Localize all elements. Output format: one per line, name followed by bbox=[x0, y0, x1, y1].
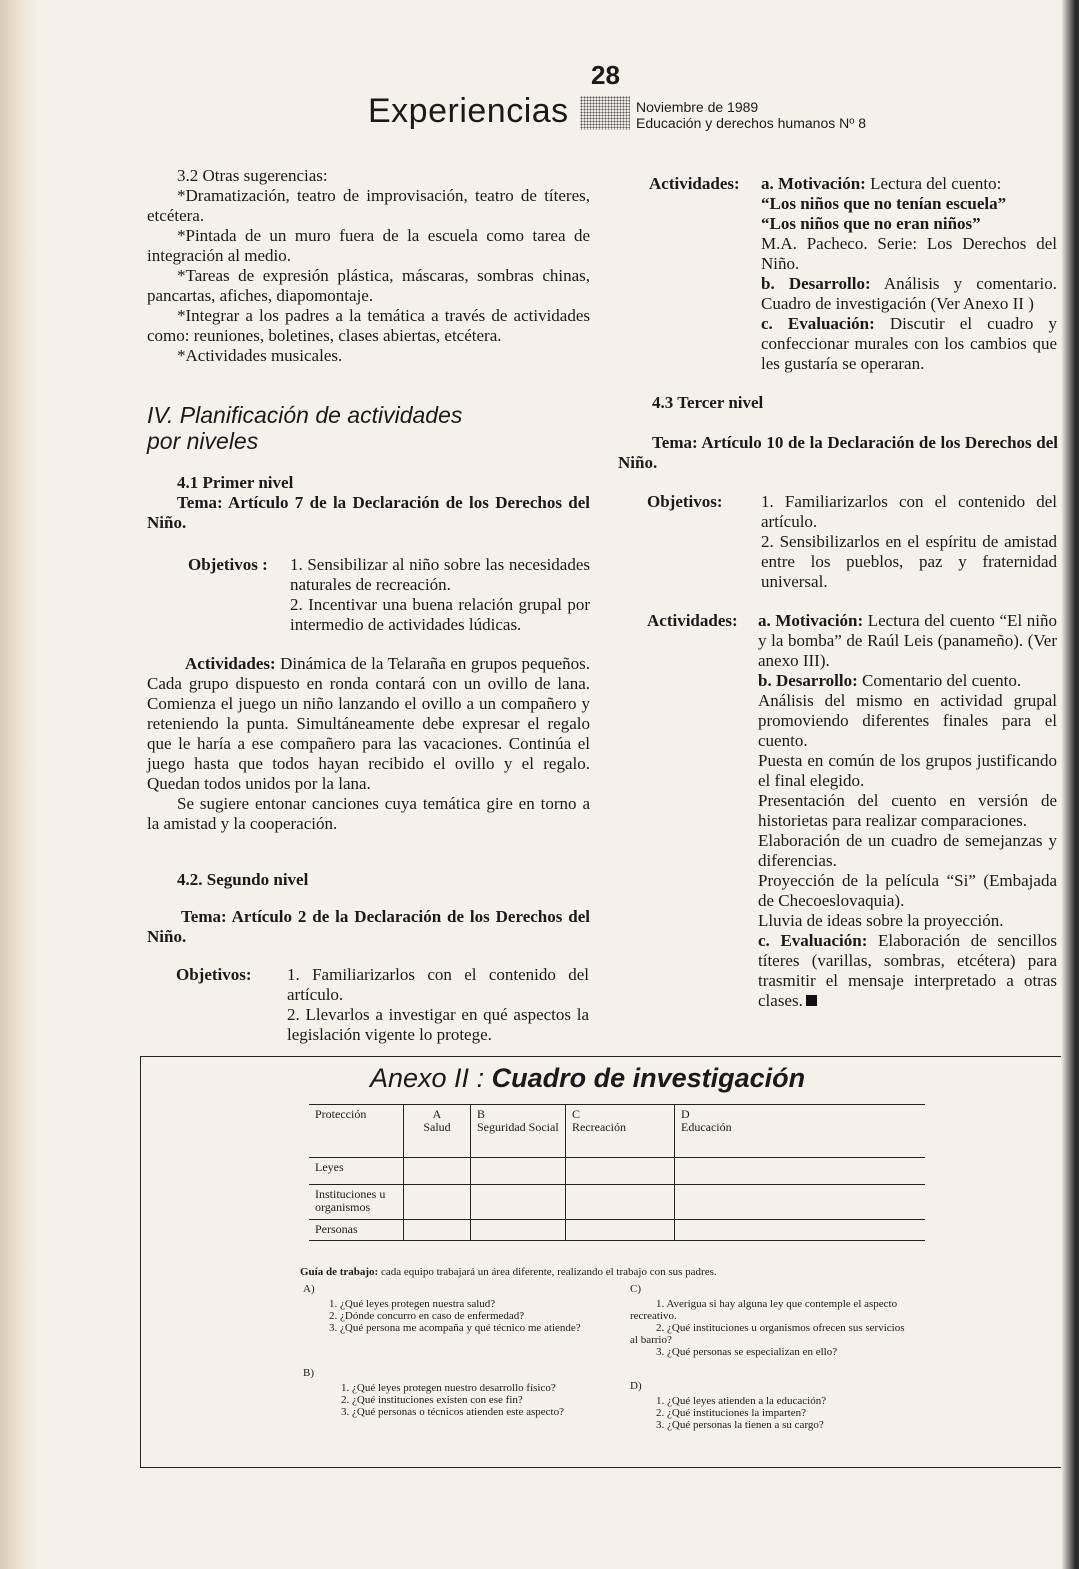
sugerencias-title: 3.2 Otras sugerencias: bbox=[177, 166, 328, 185]
guia-question: 2. ¿Dónde concurro en caso de enfermedad? bbox=[329, 1310, 525, 1322]
guia-question: 1. ¿Qué leyes protegen nuestro desarrollo físico? bbox=[341, 1382, 556, 1394]
table-row bbox=[309, 1185, 925, 1220]
nivel-2-title: 4.2. Segundo nivel bbox=[177, 870, 309, 889]
actividades-label: Actividades: bbox=[185, 654, 276, 673]
nivel-1-objetivos bbox=[290, 555, 590, 635]
table-row-label: Leyes bbox=[309, 1158, 404, 1185]
nivel-2-objetivos-label: Objetivos: bbox=[176, 965, 252, 984]
motivacion-label: a. Motivación: bbox=[758, 611, 864, 630]
table-column-header: A Salud bbox=[404, 1105, 471, 1158]
nivel-3-actividades-label: Actividades: bbox=[647, 611, 738, 630]
table-column-header: D Educación bbox=[675, 1105, 926, 1158]
table-header-row bbox=[309, 1105, 925, 1158]
table-column-header: B Seguridad Social bbox=[471, 1105, 566, 1158]
guia-section-d bbox=[630, 1380, 915, 1431]
desarrollo-paragraph: Lluvia de ideas sobre la proyección. bbox=[758, 911, 1004, 930]
section-heading-line: IV. Planificación de actividades bbox=[147, 402, 463, 428]
guia-question: 3. ¿Qué personas la tienen a su cargo? bbox=[656, 1419, 824, 1431]
book-author: M.A. Pacheco. Serie: Los Derechos del Niño. bbox=[761, 234, 1057, 273]
guia-question: 2. ¿Qué instituciones la imparten? bbox=[656, 1407, 806, 1419]
desarrollo-paragraph: Análisis del mismo en actividad grupal promoviendo diferentes finales para el cuento. bbox=[758, 691, 1057, 750]
nivel-1-actividades bbox=[147, 654, 590, 834]
annex-title bbox=[370, 1063, 805, 1094]
guia-question: 1. Averigua si hay alguna ley que contemple el aspecto recreativo. bbox=[630, 1298, 898, 1322]
actividades-text-2: Se sugiere entonar canciones cuya temática gire en torno a la amistad y la cooperación. bbox=[147, 794, 590, 833]
nivel-2-actividades bbox=[761, 174, 1057, 374]
guia-text: cada equipo trabajará un área diferente, realizando el trabajo con sus padres. bbox=[380, 1266, 717, 1278]
nivel-3-objetivos bbox=[761, 492, 1057, 592]
guia-question: 2. ¿Qué instituciones existen con ese fin? bbox=[341, 1394, 523, 1406]
guia-de-trabajo bbox=[300, 1266, 920, 1278]
nivel-1-title: 4.1 Primer nivel bbox=[177, 473, 294, 492]
nivel-2-objetivos bbox=[287, 965, 589, 1045]
table-corner-header: Protección bbox=[309, 1105, 404, 1158]
page-number: 28 bbox=[591, 60, 620, 90]
desarrollo-paragraph: Presentación del cuento en versión de historietas para realizar comparaciones. bbox=[758, 791, 1057, 830]
issue-title: Educación y derechos humanos Nº 8 bbox=[636, 115, 867, 131]
annex-title-main: Cuadro de investigación bbox=[491, 1063, 806, 1093]
page-edge-shadow bbox=[1061, 0, 1079, 1569]
table-row bbox=[309, 1220, 925, 1241]
left-column-sugerencias bbox=[147, 166, 590, 366]
evaluacion-label: c. Evaluación: bbox=[758, 931, 868, 950]
nivel-1-objetivos-label: Objetivos : bbox=[188, 555, 268, 574]
objetivo-item: 2. Llevarlos a investigar en qué aspectos la legislación vigente lo protege. bbox=[287, 1005, 589, 1044]
desarrollo-paragraph: Puesta en común de los grupos justificando el final elegido. bbox=[758, 751, 1057, 790]
objetivo-item: 2. Incentivar una buena relación grupal por intermedio de actividades lúdicas. bbox=[290, 595, 590, 634]
objetivo-item: 1. Familiarizarlos con el contenido del artículo. bbox=[287, 965, 589, 1004]
section-title: Experiencias bbox=[368, 92, 569, 130]
desarrollo-paragraph: Elaboración de un cuadro de semejanzas y diferencias. bbox=[758, 831, 1057, 870]
table-row-label: Personas bbox=[309, 1220, 404, 1241]
guia-question: 1. ¿Qué leyes protegen nuestra salud? bbox=[329, 1298, 496, 1310]
guia-question: 3. ¿Qué persona me acompaña y qué técnico me atiende? bbox=[329, 1322, 581, 1334]
nivel-3-actividades bbox=[758, 611, 1057, 1011]
guia-section-label: A) bbox=[303, 1283, 315, 1295]
book-title: “Los niños que no tenían escuela” bbox=[761, 194, 1007, 213]
table-row bbox=[309, 1158, 925, 1185]
issue-info bbox=[636, 99, 866, 131]
objetivo-item: 1. Sensibilizar al niño sobre las necesidades naturales de recreación. bbox=[290, 555, 590, 594]
nivel-3-tema: Tema: Artículo 10 de la Declaración de los Derechos del Niño. bbox=[618, 433, 1058, 472]
evaluacion-text: Discutir el cuadro y confeccionar murales con los cambios que les gustaría se operaran. bbox=[761, 314, 1057, 373]
header-dot-pattern bbox=[580, 96, 630, 130]
guia-question: 3. ¿Qué personas o técnicos atienden este aspecto? bbox=[341, 1406, 564, 1418]
evaluacion-text: Elaboración de sencillos títeres (varillas, sombras, etcétera) para trasmitir el mensaje interpretado a otras clases. bbox=[758, 931, 1057, 1010]
nivel-3-title: 4.3 Tercer nivel bbox=[652, 393, 764, 412]
book-binding bbox=[0, 0, 40, 1569]
motivacion-label: a. Motivación: bbox=[761, 174, 866, 193]
book-title: “Los niños que no eran niños” bbox=[761, 214, 981, 233]
sugerencia-item: *Integrar a los padres a la temática a través de actividades como: reuniones, boletines, clases abiertas, etcétera. bbox=[147, 306, 590, 345]
objetivo-item: 2. Sensibilizarlos en el espíritu de amistad entre los pueblos, paz y fraternidad universal. bbox=[761, 532, 1057, 591]
guia-section-b bbox=[303, 1367, 573, 1418]
section-heading bbox=[147, 402, 587, 454]
annex-title-prefix: Anexo II : bbox=[370, 1063, 492, 1093]
motivacion-text: Lectura del cuento: bbox=[870, 174, 1002, 193]
table-row-label: Instituciones u organismos bbox=[309, 1185, 404, 1220]
guia-section-a bbox=[303, 1283, 593, 1334]
objetivo-item: 1. Familiarizarlos con el contenido del artículo. bbox=[761, 492, 1057, 531]
desarrollo-text: Comentario del cuento. bbox=[862, 671, 1022, 690]
guia-question: 3. ¿Qué personas se especializan en ello? bbox=[656, 1346, 838, 1358]
table-column-header: C Recreación bbox=[566, 1105, 675, 1158]
desarrollo-label: b. Desarrollo: bbox=[758, 671, 858, 690]
evaluacion-label: c. Evaluación: bbox=[761, 314, 875, 333]
actividades-text: Dinámica de la Telaraña en grupos pequeños. Cada grupo dispuesto en ronda contará con un ovillo de lana. Comienza el juego un niño lanzando el ovillo a un compañero y reteniendo la punta. Simultáneamente debe expresar el regalo que le haría a ese compañero para las vacaciones. Continúa el juego hasta que todos hayan recibido el ovillo y el regalo. Quedan todos unidos por la lana. bbox=[147, 654, 591, 793]
guia-section-label: D) bbox=[630, 1380, 642, 1392]
desarrollo-text: Análisis y comentario. Cuadro de investigación (Ver Anexo II ) bbox=[761, 274, 1057, 313]
end-square-icon bbox=[806, 995, 817, 1006]
guia-label: Guía de trabajo: bbox=[300, 1266, 379, 1278]
motivacion-text: Lectura del cuento “El niño y la bomba” de Raúl Leis (panameño). (Ver anexo III). bbox=[758, 611, 1057, 670]
desarrollo-label: b. Desarrollo: bbox=[761, 274, 871, 293]
nivel-3-objetivos-label: Objetivos: bbox=[647, 492, 723, 511]
nivel-1 bbox=[147, 473, 590, 533]
investigation-table bbox=[309, 1104, 925, 1241]
issue-date: Noviembre de 1989 bbox=[636, 99, 759, 115]
nivel-2-tema: Tema: Artículo 2 de la Declaración de los Derechos del Niño. bbox=[147, 907, 590, 946]
sugerencia-item: *Actividades musicales. bbox=[177, 346, 343, 365]
sugerencia-item: *Dramatización, teatro de improvisación, teatro de títeres, etcétera. bbox=[147, 186, 590, 225]
guia-section-label: B) bbox=[303, 1367, 314, 1379]
sugerencia-item: *Tareas de expresión plástica, máscaras, sombras chinas, pancartas, afiches, diapomontaje. bbox=[147, 266, 590, 305]
desarrollo-paragraph: Proyección de la película “Si” (Embajada de Checoeslovaquia). bbox=[758, 871, 1057, 910]
guia-section-label: C) bbox=[630, 1283, 641, 1295]
section-heading-line: por niveles bbox=[147, 428, 259, 454]
nivel-1-tema: Tema: Artículo 7 de la Declaración de los Derechos del Niño. bbox=[147, 493, 590, 532]
sugerencia-item: *Pintada de un muro fuera de la escuela como tarea de integración al medio. bbox=[147, 226, 590, 265]
actividades-label: Actividades: bbox=[649, 174, 740, 193]
guia-section-c bbox=[630, 1283, 915, 1358]
guia-question: 1. ¿Qué leyes atienden a la educación? bbox=[656, 1395, 827, 1407]
guia-question: 2. ¿Qué instituciones u organismos ofrecen sus servicios al barrio? bbox=[630, 1322, 905, 1346]
